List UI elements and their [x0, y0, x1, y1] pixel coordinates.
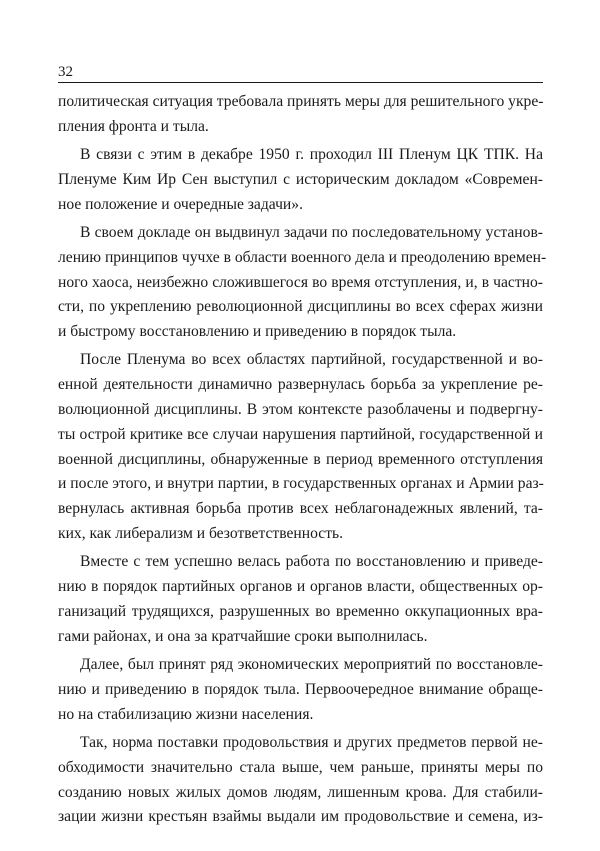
text-line: После Пленума во всех областях партийной, государственной и во- [80, 351, 543, 369]
paragraph [58, 731, 543, 830]
paragraph [58, 348, 543, 546]
paragraph [58, 550, 543, 649]
text-line: вернулась активная борьба против всех неблагонадежных явлений, та- [58, 500, 543, 518]
text-line: нию и приведению в порядок тыла. Первоочередное внимание обраще- [58, 680, 543, 698]
text-line: волюционной дисциплины. В этом контексте разоблачены и подвергну- [58, 401, 543, 419]
text-line: Вместе с тем успешно велась работа по восстановлению и приведе- [80, 553, 543, 571]
text-line: ное положение и очередные задачи». [58, 195, 303, 213]
text-line: и быстрому восстановлению и приведению в порядок тыла. [58, 323, 457, 341]
text-line: В связи с этим в декабре 1950 г. проходил III Пленум ЦК ТПК. На [80, 146, 543, 164]
text-line: лению принципов чучхе в области военного дела и преодолению времен- [58, 248, 547, 266]
text-line: сти, по укреплению революционной дисциплины во всех сферах жизни [58, 298, 543, 316]
paragraph [58, 90, 543, 140]
text-line: политическая ситуация требовала принять меры для решительного укре- [58, 93, 544, 110]
header-rule [58, 82, 543, 83]
paragraph [58, 653, 543, 727]
text-line: В своем докладе он выдвинул задачи по последовательному установ- [80, 223, 543, 241]
text-line: пления фронта и тыла. [58, 117, 209, 135]
text-line: и после этого, и внутри партии, в государственных органах и Армии раз- [58, 475, 544, 493]
paragraph [58, 143, 543, 217]
text-line: военной дисциплины, обнаруженные в период временного отступления [58, 450, 543, 468]
paragraph [58, 221, 547, 345]
text-line: ты острой критике все случаи нарушения партийной, государственной и [58, 425, 543, 443]
text-line: ганизаций трудящихся, разрушенных во временно оккупационных вра- [58, 602, 543, 620]
text-line: нию в порядок партийных органов и органов власти, общественных ор- [58, 578, 543, 596]
text-line: созданию новых жилых домов людям, лишенным крова. Для стабили- [58, 783, 543, 801]
text-line: Пленуме Ким Ир Сен выступил с историческим докладом «Современ- [58, 170, 543, 188]
text-line: енной деятельности динамично развернулась борьба за укрепление ре- [58, 376, 543, 394]
text-line: гами районах, и она за кратчайшие сроки выполнилась. [58, 627, 428, 645]
text-line: зации жизни крестьян взаймы выдали им продовольствие и семена, из- [58, 808, 543, 826]
text-line: но на стабилизацию жизни населения. [58, 705, 314, 723]
body-text [58, 90, 547, 830]
text-line: обходимости значительно стала выше, чем раньше, приняты меры по [58, 758, 543, 776]
text-line: Далее, был принят ряд экономических мероприятий по восстановле- [80, 656, 543, 674]
text-line: Так, норма поставки продовольствия и других предметов первой не- [80, 733, 543, 751]
text-line: ного хаоса, неизбежно сложившегося во время отступления, и, в частно- [58, 273, 543, 291]
page-number: 32 [58, 64, 73, 80]
text-line: ких, как либерализм и безответственность. [58, 525, 344, 543]
